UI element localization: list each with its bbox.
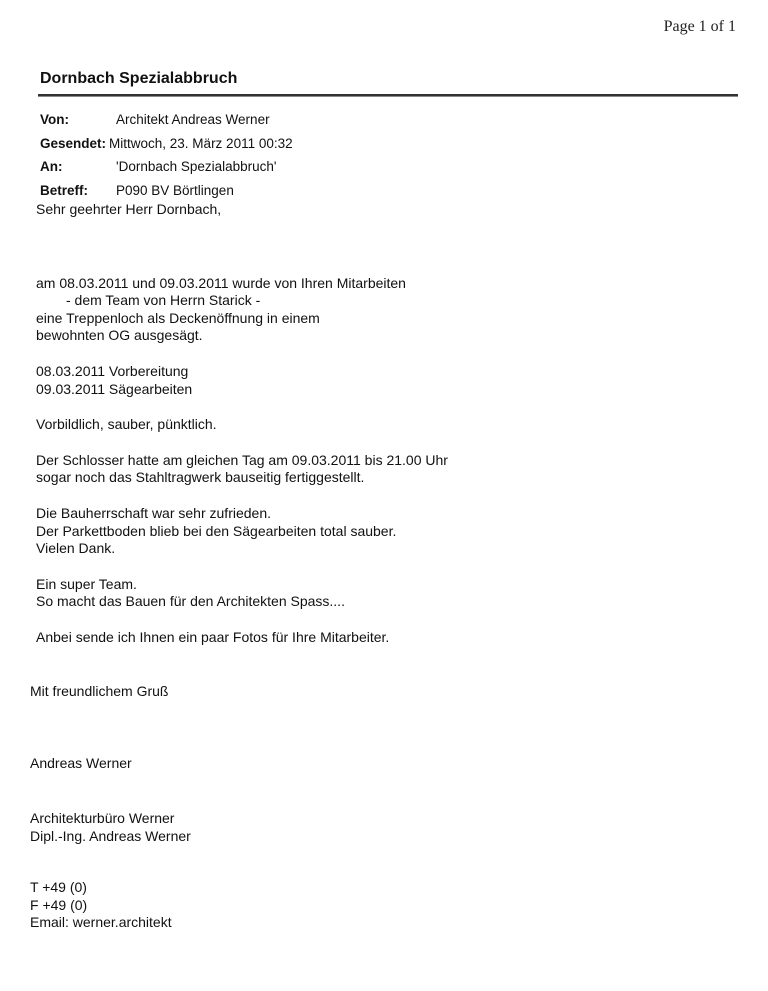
header-to (40, 155, 293, 179)
body-line: Die Bauherrschaft war sehr zufrieden. (36, 504, 271, 521)
body-line: Vielen Dank. (36, 540, 116, 557)
title-rule (38, 94, 738, 97)
body-line: 08.03.2011 Vorbereitung (36, 362, 189, 379)
closing-line: Mit freundlichem Gruß (30, 683, 169, 699)
fax-line: F +49 (0) (30, 896, 88, 913)
header-label: Gesendet: (40, 135, 107, 151)
office-line: Architekturbüro Werner (30, 810, 175, 826)
header-value: 'Dornbach Spezialabbruch' (116, 159, 277, 174)
closing (30, 683, 168, 701)
title-name-line: Dipl.-Ing. Andreas Werner (30, 827, 191, 844)
body-line: Anbei sende ich Ihnen ein paar Fotos für Ihre Mitarbeiter. (36, 628, 390, 645)
signature-name (30, 755, 132, 773)
phone-line: T +49 (0) (30, 879, 87, 895)
body-line: bewohnten OG ausgesägt. (36, 327, 203, 344)
signature-contact (30, 879, 172, 932)
body-line: sogar noch das Stahltragwerk bauseitig fertiggestellt. (36, 469, 365, 486)
body-line: Der Parkettboden blieb bei den Sägearbeiten total sauber. (36, 522, 397, 539)
body-line: - dem Team von Herrn Starick - (66, 292, 261, 309)
header-label: Von: (40, 112, 69, 127)
email-body (36, 201, 448, 647)
body-line: Vorbildlich, sauber, pünktlich. (36, 416, 217, 433)
header-sent (40, 132, 293, 156)
email-line: Email: werner.architekt (30, 914, 172, 931)
header-value: P090 BV Börtlingen (116, 182, 234, 198)
email-title: Dornbach Spezialabbruch (40, 70, 238, 87)
header-from (40, 108, 293, 132)
header-value: Architekt Andreas Werner (116, 112, 270, 127)
header-value: Mittwoch, 23. März 2011 00:32 (109, 135, 293, 151)
body-line: Der Schlosser hatte am gleichen Tag am 09.03.2011 bis 21.00 Uhr (36, 451, 448, 468)
body-line: am 08.03.2011 und 09.03.2011 wurde von Ihren Mitarbeiten (36, 274, 406, 291)
header-label: Betreff: (40, 182, 89, 198)
email-headers (40, 108, 293, 202)
body-line: eine Treppenloch als Deckenöffnung in einem (36, 309, 320, 326)
signature-name-line: Andreas Werner (30, 755, 132, 771)
body-line: Ein super Team. (36, 575, 137, 592)
body-line: 09.03.2011 Sägearbeiten (36, 380, 193, 397)
page-number: Page 1 of 1 (663, 18, 736, 35)
header-label: An: (40, 159, 63, 174)
header-subject (40, 179, 293, 203)
body-line: So macht das Bauen für den Architekten Spass.... (36, 593, 345, 610)
greeting: Sehr geehrter Herr Dornbach, (36, 201, 222, 217)
signature-office (30, 810, 191, 845)
